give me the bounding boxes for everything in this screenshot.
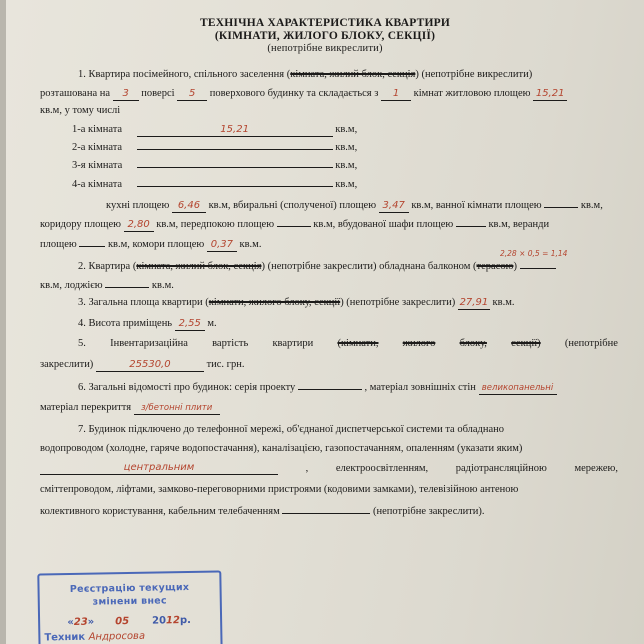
room-1-value: 15,21 (137, 124, 333, 137)
stamp-date: «23» 05 2012р. (67, 614, 191, 629)
walls-value: великопанельні (479, 382, 557, 395)
room-3-line: 3-я кімната кв.м, (72, 160, 358, 171)
document-title: ТЕХНІЧНА ХАРАКТЕРИСТИКА КВАРТИРИ (200, 17, 450, 29)
corridor-value: 2,80 (124, 219, 154, 232)
inventory-value: 25530,0 (96, 359, 204, 372)
section-5-value-line: закреслити) 25530,0 тис. грн. (40, 359, 245, 370)
section-2-loggia-line: кв.м, лоджією кв.м. (40, 277, 618, 292)
floor-material-value: з/бетонні плити (134, 402, 220, 415)
kitchen-line: кухні площею 6,46 кв.м, вбиральні (сполученої) площею 3,47 кв.м, ванної кімнати площею кв.м, (106, 197, 618, 213)
section-7-line-5: колективного користування, кабельним телебаченням (непотрібне закреслити). (40, 503, 618, 518)
section-7-line-3: центральним , електроосвітленням, радіотрансляційною мережею, (40, 462, 618, 475)
storage-line: площею кв.м, комори площею 0,37 кв.м. (40, 236, 618, 252)
section-7-line-4: сміттепроводом, ліфтами, замково-переговорними пристроями (кодовими замками), телевізійною антеною (40, 484, 519, 495)
section-7-line-2: водопроводом (холодне, гаряче водопостачання), каналізацією, газопостачанням, опаленням (указати яким) (40, 443, 523, 454)
section-6-line: 6. Загальні відомості про будинок: серія проекту , матеріал зовнішніх стін великопанельні (78, 379, 618, 395)
room-4-line: 4-а кімната кв.м, (72, 179, 358, 190)
section-4-line: 4. Висота приміщень 2,55 м. (78, 318, 217, 329)
corridor-line: коридору площею 2,80 кв.м, передпокою площею кв.м, вбудованої шафи площею кв.м, веранди (40, 216, 618, 232)
section-1-unit-line: кв.м, у тому числі (40, 105, 121, 116)
document-note: (непотрібне викреслити) (267, 43, 383, 54)
living-area-value: 15,21 (533, 88, 567, 101)
stamp-technician: Техник Андросова (44, 630, 146, 644)
room-2-line: 2-а кімната кв.м, (72, 142, 358, 153)
section-7-line-1: 7. Будинок підключено до телефонної мережі, об'єднаної диспетчерської системи та обладнано (78, 424, 505, 435)
height-value: 2,55 (175, 318, 205, 331)
section-1-floor-line: розташована на 3 поверсі 5 поверхового будинку та складається з 1 кімнат житловою площею 15,21 (40, 87, 618, 101)
storage-value: 0,37 (207, 239, 237, 252)
toilet-value: 3,47 (379, 200, 409, 213)
floor-value: 3 (113, 88, 139, 101)
heating-value: центральним (40, 462, 278, 475)
registration-stamp: Реєстрацію текущих змінени внес «23» 05 2012р. Техник Андросова (37, 570, 222, 644)
balcony-calculation: 2,28 × 0,5 = 1,14 (500, 249, 568, 258)
section-1-intro: 1. Квартира посімейного, спільного заселення (кімната, жилий блок, секція) (непотрібне викреслити) (78, 69, 533, 80)
section-3-line: 3. Загальна площа квартири (кімнати, жилого блоку, секції) (непотрібне закреслити) 27,91 кв.м. (78, 297, 515, 308)
floors-total-value: 5 (177, 88, 207, 101)
section-2-line: 2. Квартира (кімната, жилий блок, секція) (непотрібне закреслити) обладнана балконом (терасою) (78, 258, 618, 273)
total-area-value: 27,91 (459, 297, 489, 308)
section-6-floor-material-line: матеріал перекриття з/бетонні плити (40, 401, 618, 415)
room-1-line: 1-а кімната 15,21 кв.м, (72, 124, 358, 135)
section-5-line: 5. Інвентаризаційна вартість квартири (кімнати, жилого блоку, секції) (непотрібне (78, 338, 618, 349)
document-subtitle: (КІМНАТИ, ЖИЛОГО БЛОКУ, СЕКЦІЇ) (214, 30, 436, 42)
document-page (6, 0, 644, 644)
rooms-count-value: 1 (381, 88, 411, 101)
kitchen-value: 6,46 (172, 200, 206, 213)
